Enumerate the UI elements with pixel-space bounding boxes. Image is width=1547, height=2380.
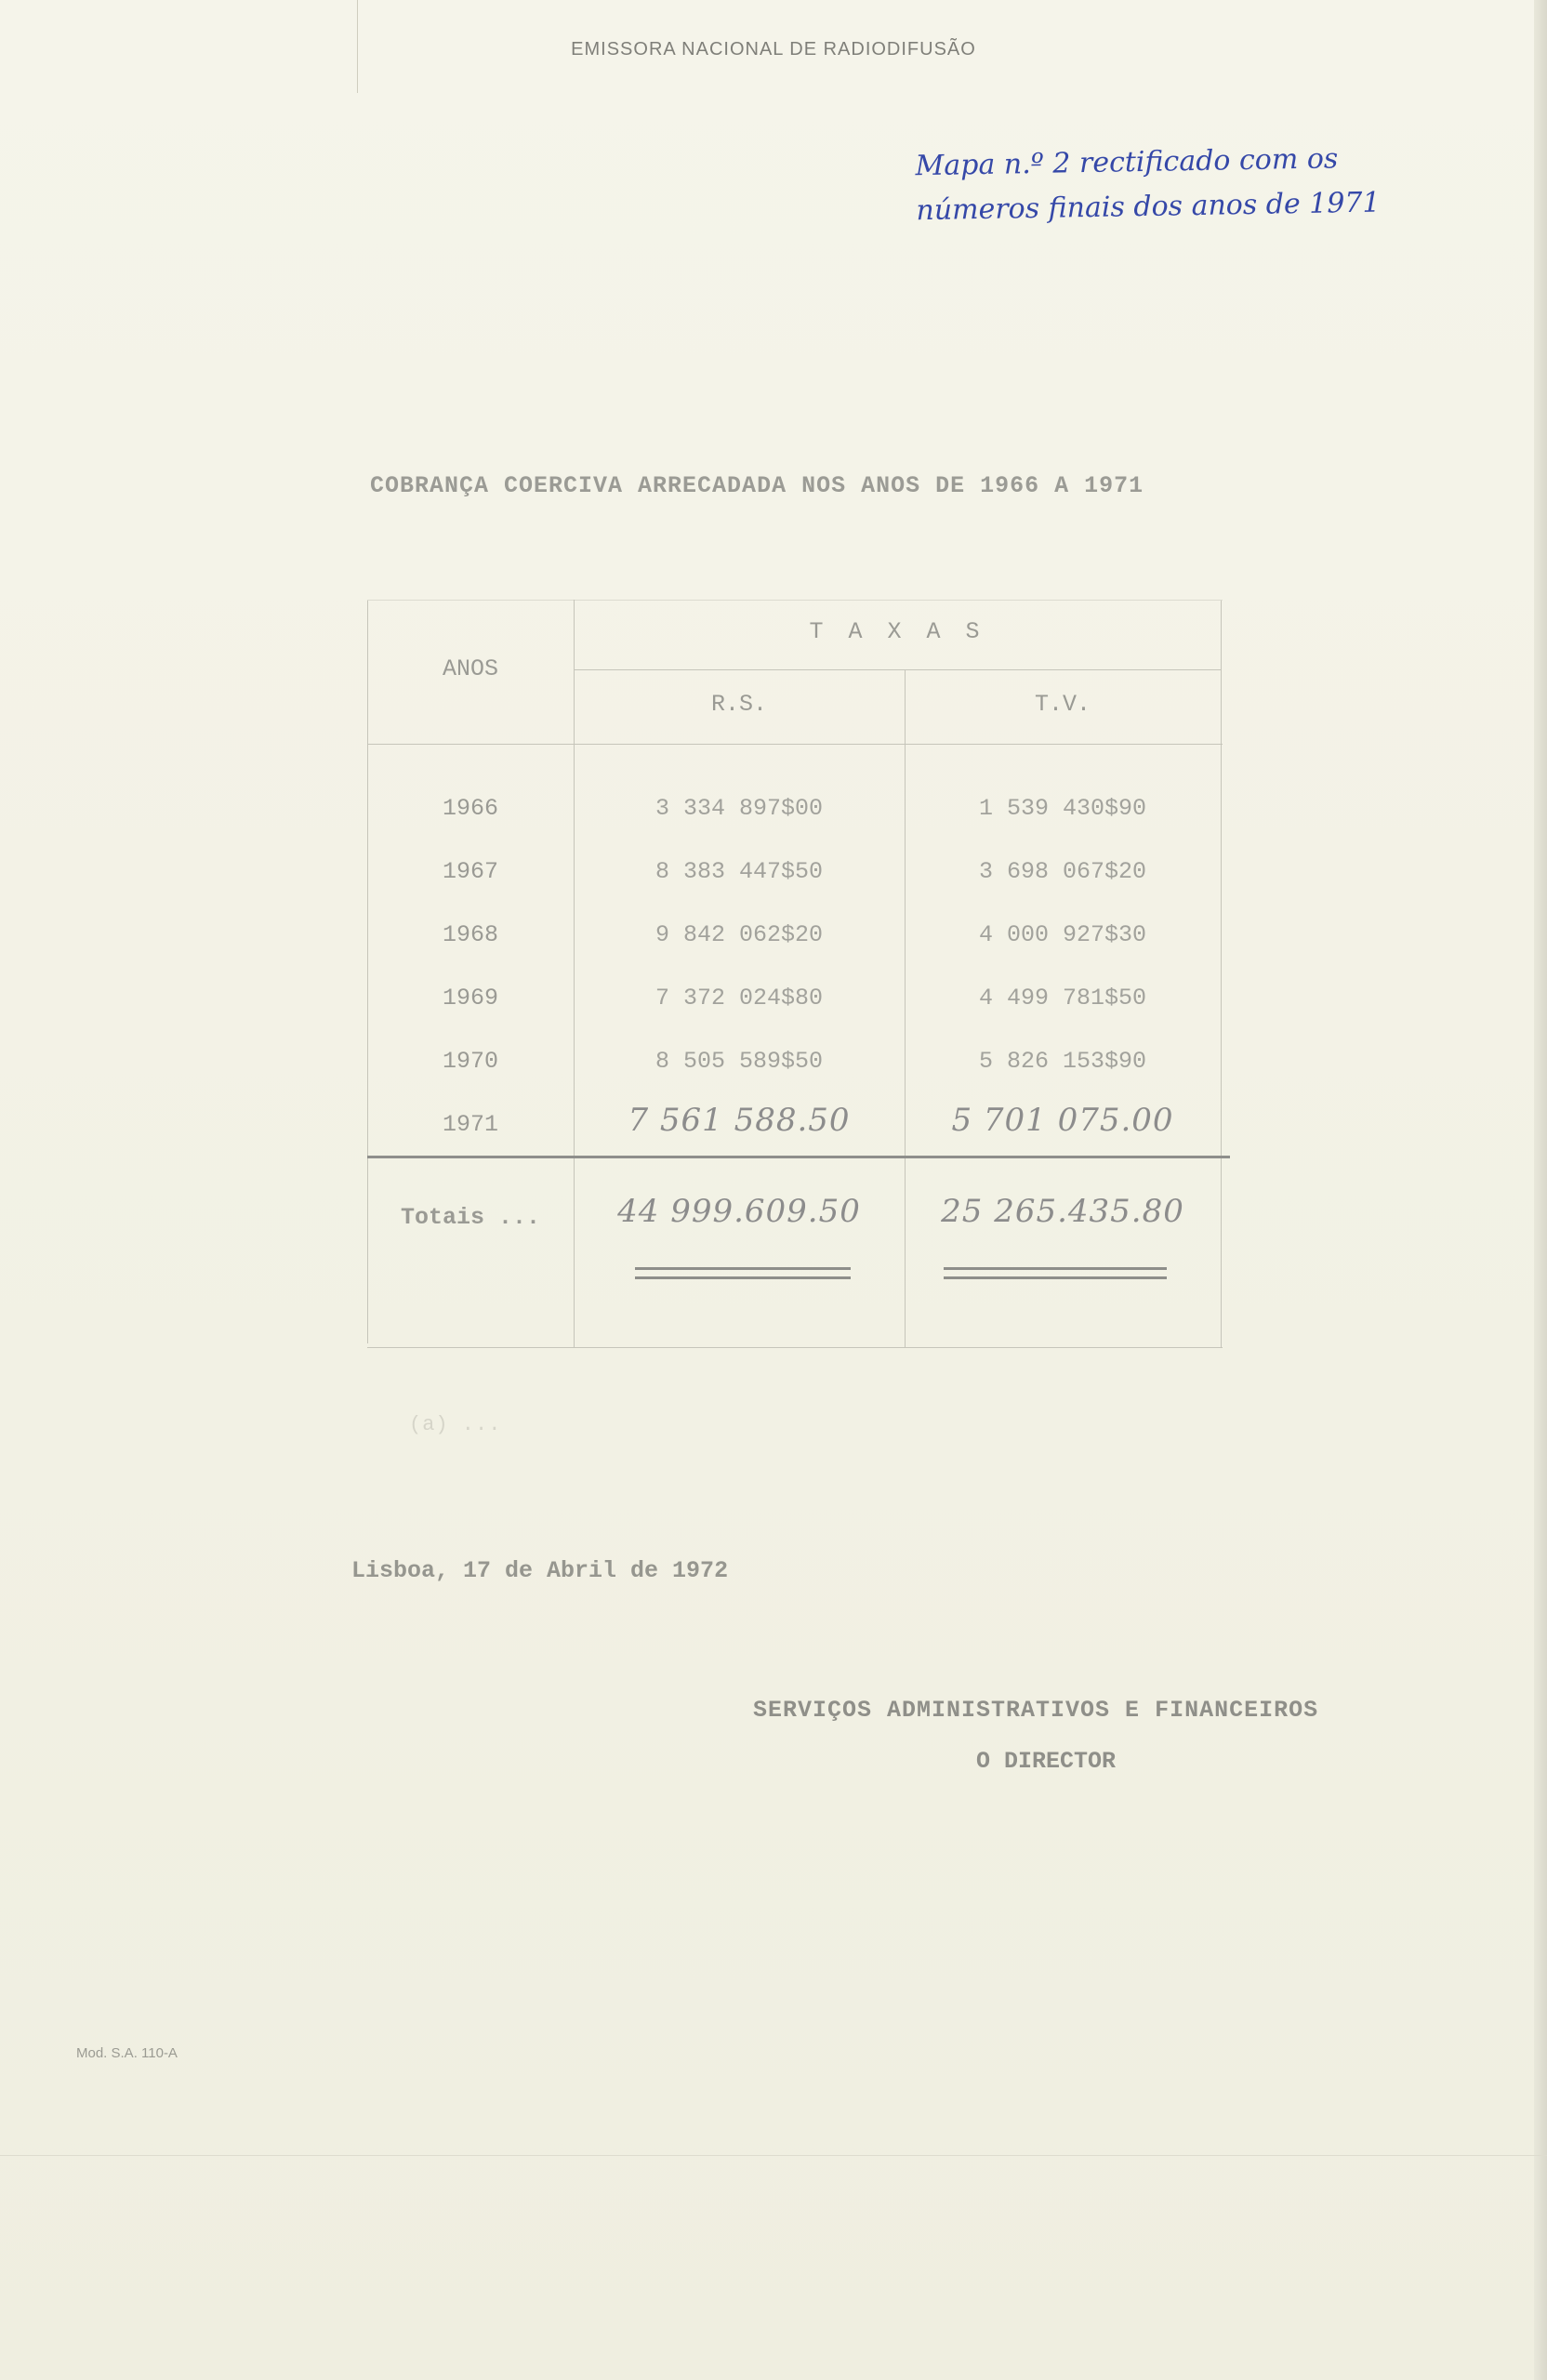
row-year: 1968: [442, 921, 498, 948]
totals-label: Totais ...: [400, 1204, 541, 1231]
table-totals-line: [367, 1156, 1230, 1158]
table-border-top: [367, 600, 1223, 601]
date-line: Lisboa, 17 de Abril de 1972: [351, 1557, 729, 1584]
total-tv-double-underline: [944, 1267, 1167, 1279]
department-name: SERVIÇOS ADMINISTRATIVOS E FINANCEIROS: [753, 1697, 1319, 1724]
total-rs: 44 999.609.50: [617, 1193, 861, 1230]
row-year: 1969: [442, 985, 498, 1012]
row-year: 1970: [442, 1048, 498, 1075]
total-tv: 25 265.435.80: [941, 1193, 1184, 1230]
table-border-left: [367, 600, 368, 1343]
total-rs-double-underline: [635, 1267, 851, 1279]
page-fold-line: [0, 2155, 1547, 2156]
row-tv: 3 698 067$20: [978, 858, 1147, 885]
row-rs: 9 842 062$20: [654, 921, 824, 948]
row-rs: 8 505 589$50: [654, 1048, 824, 1075]
row-rs: 7 372 024$80: [654, 985, 824, 1012]
form-reference: Mod. S.A. 110-A: [76, 2045, 178, 2061]
document-title: COBRANÇA COERCIVA ARRECADADA NOS ANOS DE 1966 A 1971: [370, 472, 1144, 499]
header-tv: T.V.: [1034, 691, 1091, 718]
handwritten-note: [915, 135, 1474, 233]
row-year: 1971: [442, 1111, 498, 1138]
revenue-table: [367, 600, 1223, 1348]
handwritten-note-line-2: números finais dos anos de 1971: [916, 186, 1381, 228]
header-rs: R.S.: [710, 691, 767, 718]
header-taxas: T A X A S: [809, 618, 985, 645]
handwritten-note-line-1: Mapa n.º 2 rectificado com os: [915, 142, 1339, 183]
row-rs: 3 334 897$00: [654, 795, 824, 822]
row-year: 1966: [442, 795, 498, 822]
header-anos: ANOS: [442, 655, 498, 682]
director-title: O DIRECTOR: [976, 1748, 1117, 1775]
table-border-right: [1221, 600, 1222, 1348]
row-rs: 8 383 447$50: [654, 858, 824, 885]
faded-footnote: (a) ...: [409, 1413, 502, 1436]
row-tv: 4 000 927$30: [978, 921, 1147, 948]
row-rs-handwritten: 7 561 588.50: [628, 1102, 851, 1139]
table-border-bottom: [367, 1347, 1223, 1348]
row-tv: 4 499 781$50: [978, 985, 1147, 1012]
row-year: 1967: [442, 858, 498, 885]
row-tv: 5 826 153$90: [978, 1048, 1147, 1075]
table-subheader-line: [574, 669, 1221, 670]
row-tv: 1 539 430$90: [978, 795, 1147, 822]
row-tv-handwritten: 5 701 075.00: [951, 1102, 1174, 1139]
letterhead: EMISSORA NACIONAL DE RADIODIFUSÃO: [571, 39, 976, 60]
page-edge: [1534, 0, 1547, 2380]
table-header-line: [367, 744, 1223, 745]
